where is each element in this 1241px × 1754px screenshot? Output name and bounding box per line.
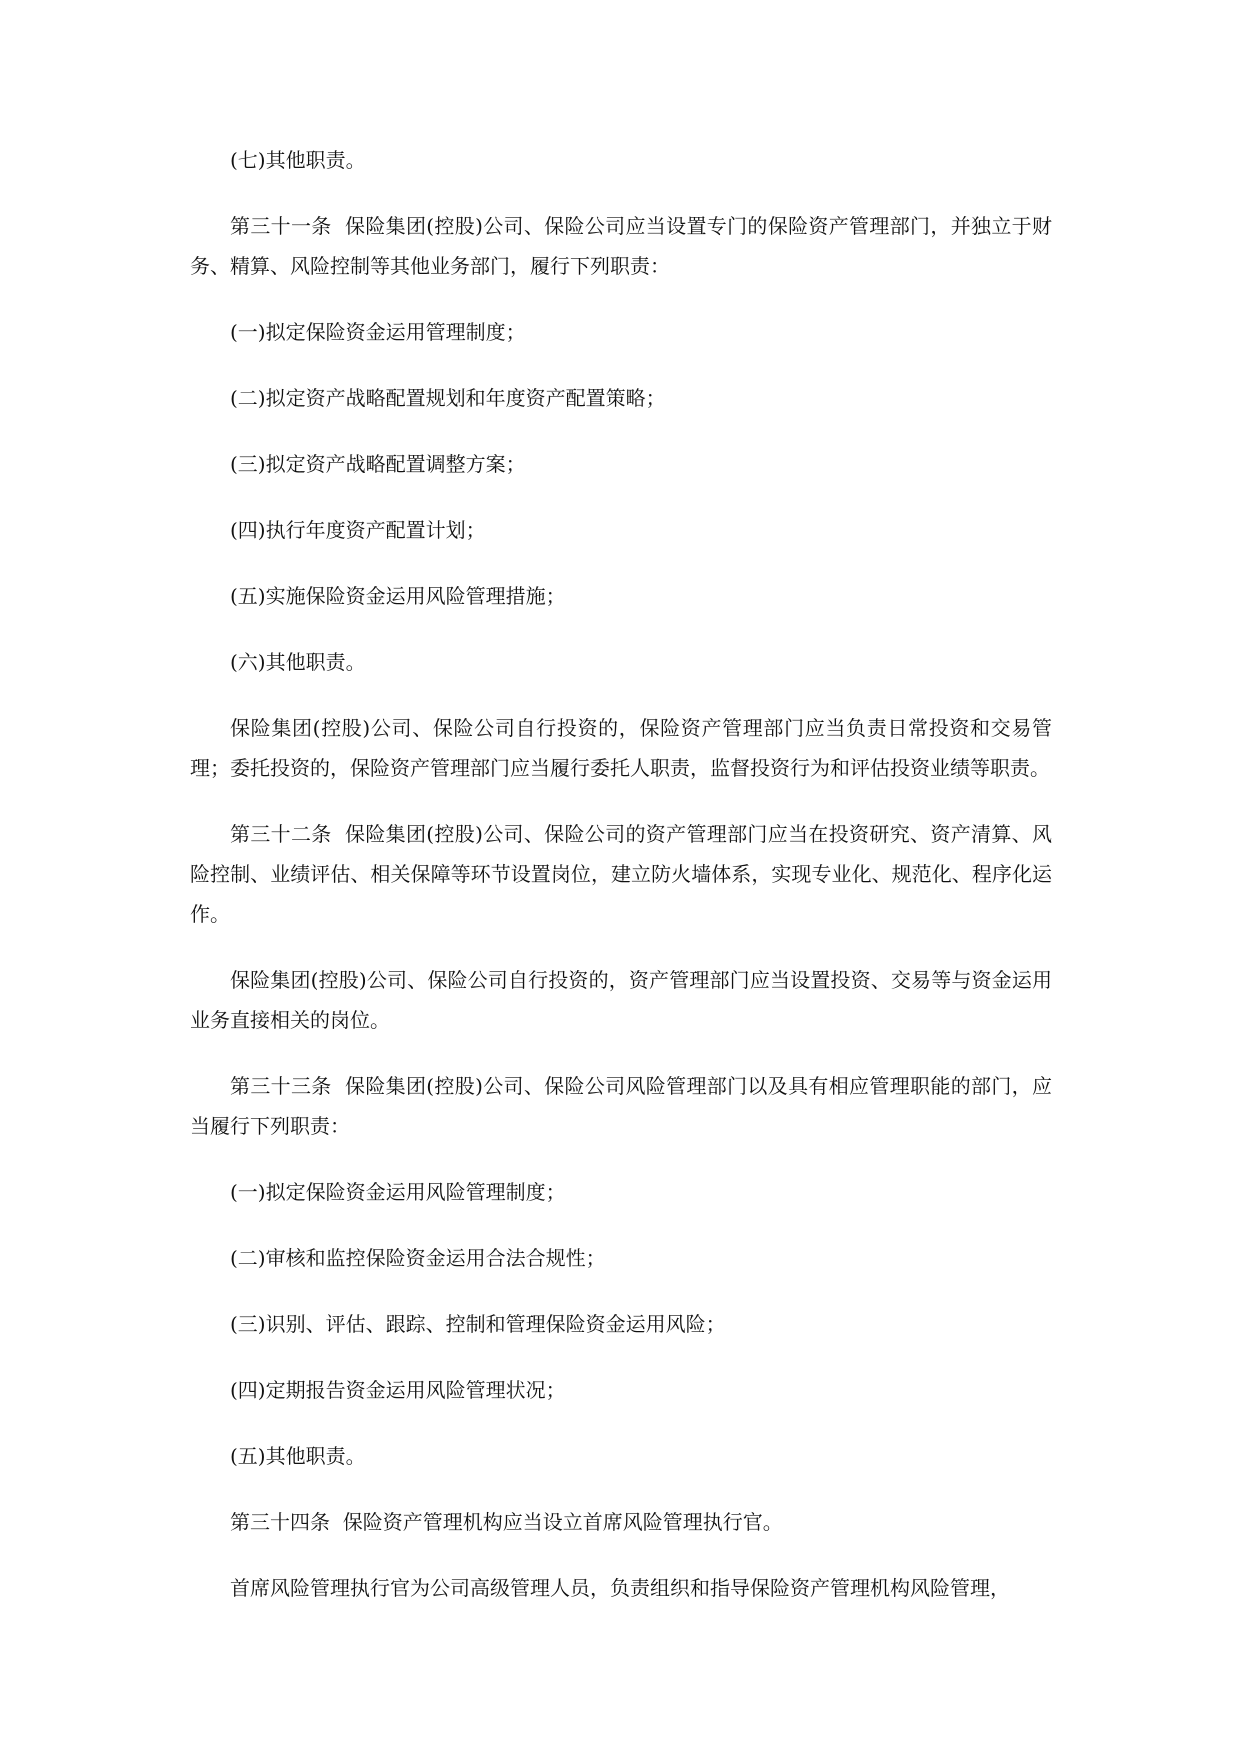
list-item: (三)拟定资产战略配置调整方案；: [230, 452, 526, 476]
article-34: 第三十四条 保险资产管理机构应当设立首席风险管理执行官。: [230, 1510, 783, 1534]
list-item: (一)拟定保险资金运用风险管理制度；: [230, 1180, 566, 1204]
paragraph-item-7-other-duties: (七)其他职责。: [230, 148, 366, 172]
paragraph: 保险集团(控股)公司、保险公司自行投资的，资产管理部门应当设置投资、交易等与资金运用业务直接相关的岗位。: [190, 968, 1052, 1032]
list-item: (二)审核和监控保险资金运用合法合规性；: [230, 1246, 606, 1270]
article-31: 第三十一条 保险集团(控股)公司、保险公司应当设置专门的保险资产管理部门，并独立于财务、精算、风险控制等其他业务部门，履行下列职责：: [190, 214, 1052, 278]
list-item: (四)执行年度资产配置计划；: [230, 518, 486, 542]
list-item: (三)识别、评估、跟踪、控制和管理保险资金运用风险；: [230, 1312, 726, 1336]
paragraph: 保险集团(控股)公司、保险公司自行投资的，保险资产管理部门应当负责日常投资和交易管理；委托投资的，保险资产管理部门应当履行委托人职责，监督投资行为和评估投资业绩等职责。: [190, 716, 1052, 780]
article-32: 第三十二条 保险集团(控股)公司、保险公司的资产管理部门应当在投资研究、资产清算、风险控制、业绩评估、相关保障等环节设置岗位，建立防火墙体系，实现专业化、规范化、程序化运作。: [190, 822, 1052, 926]
document-body: [190, 140, 1052, 1634]
list-item: (四)定期报告资金运用风险管理状况；: [230, 1378, 566, 1402]
list-item: (一)拟定保险资金运用管理制度；: [230, 320, 526, 344]
paragraph: 首席风险管理执行官为公司高级管理人员，负责组织和指导保险资产管理机构风险管理，: [230, 1576, 1010, 1600]
list-item: (六)其他职责。: [230, 650, 366, 674]
article-33: 第三十三条 保险集团(控股)公司、保险公司风险管理部门以及具有相应管理职能的部门，应当履行下列职责：: [190, 1074, 1052, 1138]
list-item: (二)拟定资产战略配置规划和年度资产配置策略；: [230, 386, 666, 410]
list-item: (五)其他职责。: [230, 1444, 366, 1468]
list-item: (五)实施保险资金运用风险管理措施；: [230, 584, 566, 608]
